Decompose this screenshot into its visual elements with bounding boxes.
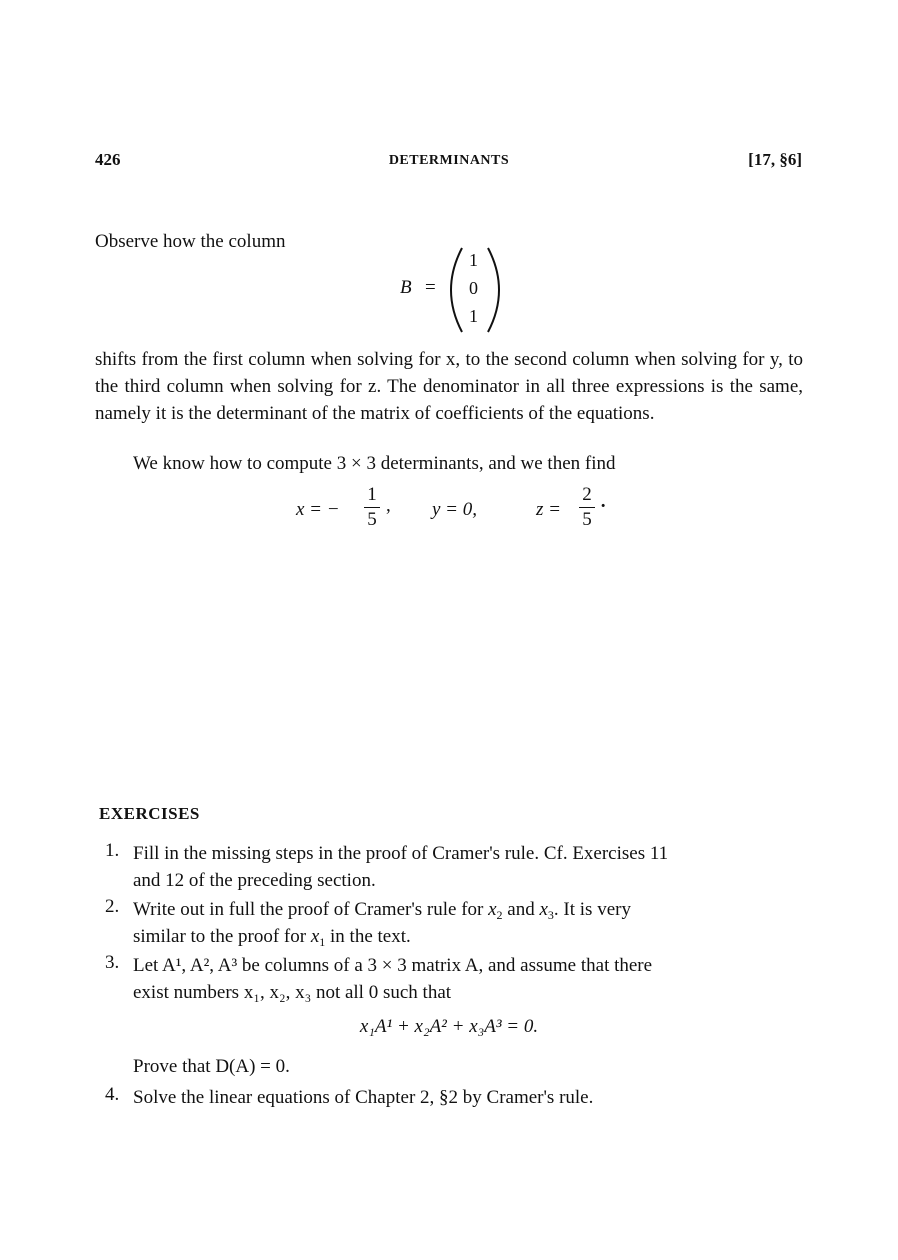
x-trail: , bbox=[386, 495, 391, 516]
exercise-1-text bbox=[133, 840, 803, 894]
matrix-entry-3: 1 bbox=[469, 306, 478, 326]
z-numerator: 2 bbox=[582, 484, 592, 505]
column-matrix-b bbox=[400, 244, 520, 336]
matrix-entry-1: 1 bbox=[469, 250, 478, 270]
running-title: DETERMINANTS bbox=[388, 153, 510, 168]
x-lhs: x = − bbox=[296, 499, 340, 520]
exercise-3-line2: exist numbers x₁, x₂, x₃ not all 0 such that bbox=[133, 982, 452, 1003]
x-numerator: 1 bbox=[367, 484, 377, 505]
x-denominator: 5 bbox=[367, 509, 377, 531]
exercise-3-conclusion: Prove that D(A) = 0. bbox=[133, 1056, 290, 1077]
z-denominator: 5 bbox=[582, 509, 592, 531]
exercises-heading: EXERCISES bbox=[99, 804, 200, 823]
exercise-2-line2: similar to the proof for $x_1$ in the text. bbox=[133, 926, 411, 949]
matrix-parentheses bbox=[400, 244, 520, 336]
z-fraction bbox=[577, 484, 597, 531]
x-fraction bbox=[362, 484, 382, 531]
shift-paragraph: shifts from the first column when solving for x, to the second column when solving for y, to the third column when solving for z. The denominator in all three expressions is the same, namely it is the determinant of the matrix of coefficients of the equations. bbox=[95, 349, 803, 424]
exercise-4-number: 4. bbox=[105, 1084, 120, 1105]
page-number: 426 bbox=[95, 150, 121, 169]
matrix-entry-2: 0 bbox=[469, 278, 478, 298]
exercise-3-number: 3. bbox=[105, 952, 120, 973]
exercise-3-equation: x₁A¹ + x₂A² + x₃A³ = 0. bbox=[359, 1016, 539, 1037]
x-fraction-bar bbox=[364, 507, 380, 508]
exercise-2-text bbox=[133, 896, 803, 950]
compute-text: We know how to compute 3 × 3 determinants, and we then find bbox=[133, 453, 616, 474]
exercise-1-number: 1. bbox=[105, 840, 120, 861]
matrix-label: B bbox=[400, 277, 412, 298]
exercise-2-number: 2. bbox=[105, 896, 120, 917]
exercise-1-line1: Fill in the missing steps in the proof of Cramer's rule. Cf. Exercises 11 bbox=[133, 843, 669, 864]
observe-text: Observe how the column bbox=[95, 231, 286, 252]
exercise-2-line1: Write out in full the proof of Cramer's rule for $x_2$ and $x_3$. It is very bbox=[133, 899, 631, 922]
matrix-equals: = bbox=[425, 277, 436, 298]
z-lhs: z = bbox=[536, 499, 561, 520]
exercise-3-line1: Let A¹, A², A³ be columns of a 3 × 3 matrix A, and assume that there bbox=[133, 955, 653, 976]
exercise-1-line2: and 12 of the preceding section. bbox=[133, 870, 376, 891]
y-expression: y = 0, bbox=[432, 499, 478, 520]
z-fraction-bar bbox=[579, 507, 595, 508]
solution-equations bbox=[0, 484, 898, 534]
exercise-3-text bbox=[133, 952, 803, 1006]
section-reference: [17, §6] bbox=[748, 150, 802, 169]
z-trail: · bbox=[600, 496, 607, 517]
exercise-4-text: Solve the linear equations of Chapter 2, §2 by Cramer's rule. bbox=[133, 1087, 594, 1108]
